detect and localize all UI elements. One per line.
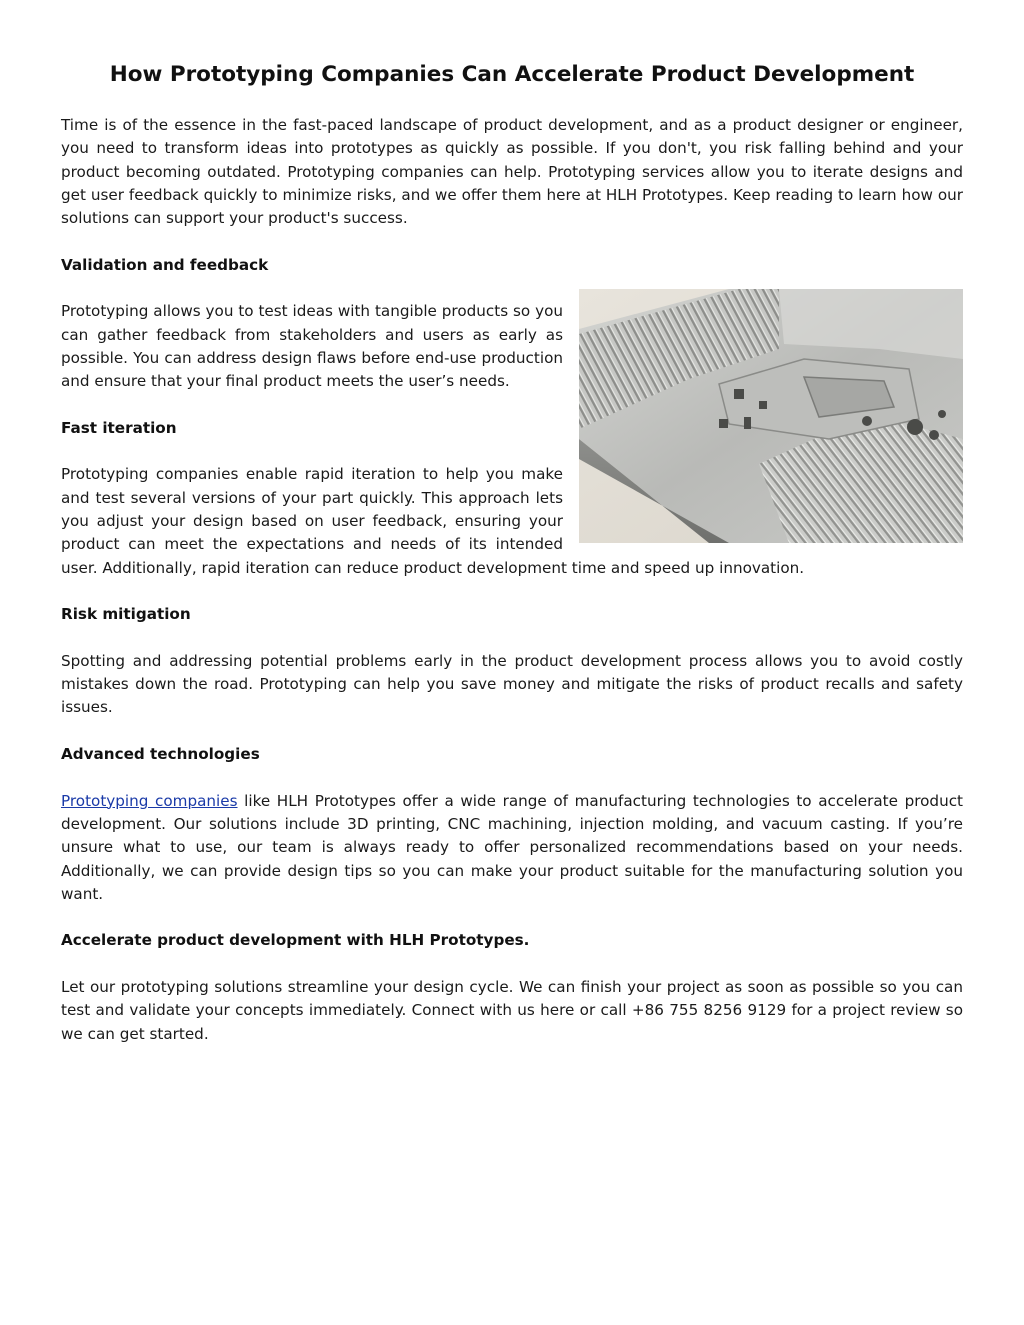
section-heading-advanced-technologies: Advanced technologies bbox=[61, 745, 260, 764]
document-page bbox=[61, 0, 963, 1046]
section-heading-risk-mitigation: Risk mitigation bbox=[61, 605, 191, 624]
page-title: How Prototyping Companies Can Accelerate Product Development bbox=[109, 62, 915, 87]
section-heading-fast-iteration: Fast iteration bbox=[61, 418, 177, 437]
section-heading-validation: Validation and feedback bbox=[61, 255, 269, 274]
section-body-advanced-technologies bbox=[61, 790, 963, 906]
section-body-risk-mitigation: Spotting and addressing potential problems early in the product development process allows you to avoid costly mistakes down the road. Prototyping can help you save money and mitigate the risks of product recalls and safety issues. bbox=[61, 651, 963, 717]
prototyping-companies-link[interactable]: Prototyping companies bbox=[61, 791, 238, 810]
section-body-validation: Prototyping allows you to test ideas with tangible products so you can gather feedback from stakeholders and users as early as possible. You can address design flaws before end-use production and ensure that your final product meets the user’s needs. bbox=[61, 302, 563, 391]
advanced-technologies-text: like HLH Prototypes offer a wide range of manufacturing technologies to accelerate product development. Our solutions include 3D printing, CNC machining, injection molding, and vacuum casting. If you’re unsure what to use, our team is always ready to offer personalized recommendations based on your needs. Additionally, we can provide design tips so you can make your product suitable for the manufacturing solution you want. bbox=[61, 791, 963, 903]
section-body-accelerate: Let our prototyping solutions streamline your design cycle. We can finish your project as soon as possible so you can test and validate your concepts immediately. Connect with us here or call +86 755 8256 9129 for a project review so we can get started. bbox=[61, 977, 963, 1043]
intro-paragraph: Time is of the essence in the fast-paced landscape of product development, and as a product designer or engineer, you need to transform ideas into prototypes as quickly as possible. If you don't, you risk falling behind and your product becoming outdated. Prototyping companies can help. Prototyping services allow you to iterate designs and get user feedback quickly to minimize risks, and we offer them here at HLH Prototypes. Keep reading to learn how our solutions can support your product's success. bbox=[61, 116, 963, 228]
heatsink-photo bbox=[579, 289, 963, 543]
section-body-fast-iteration: Prototyping companies enable rapid iteration to help you make and test several versions of your part quickly. This approach lets you adjust your design based on user feedback, ensuring your product can meet the expectations and needs of its intended user. Additionally, rapid iteration can reduce product development time and speed up innovation. bbox=[61, 465, 805, 577]
section-heading-accelerate: Accelerate product development with HLH Prototypes. bbox=[61, 931, 530, 950]
